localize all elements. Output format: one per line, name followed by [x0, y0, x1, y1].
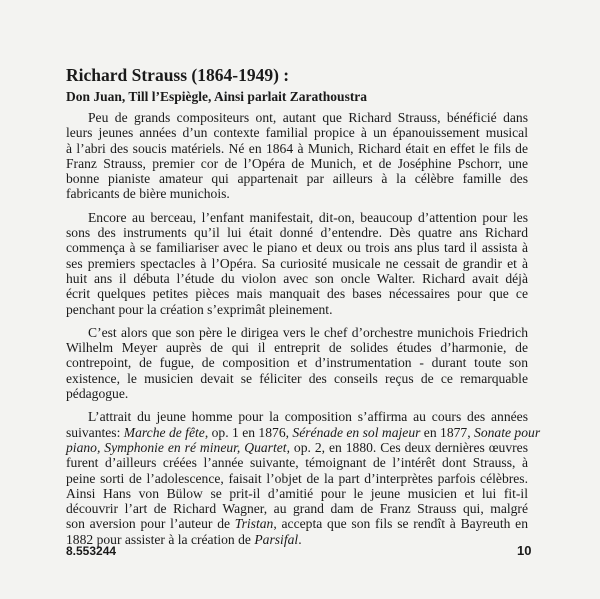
italic-title: piano, Symphonie en ré mineur, Quartet [66, 439, 287, 455]
italic-title: Tristan [234, 516, 274, 532]
text-line [66, 240, 528, 255]
text-line [66, 156, 528, 171]
italic-title: Sérénade en sol majeur [292, 424, 421, 440]
text-line [66, 424, 541, 440]
text-line [66, 532, 528, 547]
text-line [66, 386, 528, 401]
text-line [66, 141, 528, 156]
text-line [66, 516, 528, 531]
paragraph [66, 110, 528, 202]
text-run: huit ans il débuta l’étude du violon avec son oncle Walter. Richard avait déjà [66, 270, 528, 286]
text-run: peine sorti de l’adolescence, faisait l’objet de la part d’interprètes parfois célèbres. [66, 470, 528, 486]
text-line [66, 110, 528, 125]
text-run: , accepta que son fils se rendît à Bayreuth en [273, 516, 528, 532]
text-run: en 1877, [420, 424, 475, 440]
text-run: découvrir l’art de Richard Wagner, au grand dam de Franz Strauss qui, malgré [66, 501, 528, 517]
body-text [66, 110, 541, 547]
text-line [66, 409, 528, 424]
text-run: à l’abri des soucis matériels. Né en 1864 à Munich, Richard était en effet le fils de [66, 140, 528, 156]
text-line [66, 256, 528, 271]
paragraph [66, 409, 541, 547]
text-run: , op. 2, en 1880. Ces deux dernières œuvres [286, 439, 528, 455]
text-line [66, 271, 528, 286]
italic-title: Sonate pour [474, 424, 541, 440]
text-line [66, 371, 528, 386]
text-run: sons des instruments qu’il lui était donné d’entendre. Dès quatre ans Richard [66, 225, 528, 241]
text-run: bonne pianiste amateur qui appartenait par ailleurs à la célèbre famille des [66, 171, 528, 187]
paragraph [66, 210, 528, 317]
text-line [66, 486, 528, 501]
text-run: . [298, 531, 302, 547]
text-run: Encore au berceau, l’enfant manifestait, dit-on, beaucoup d’attention pour les [88, 209, 528, 225]
text-run: contrepoint, de fugue, de composition et d’instrumentation - durant toute son [66, 355, 528, 371]
text-line [66, 125, 528, 140]
text-line [66, 210, 528, 225]
text-run: pédagogue. [66, 386, 129, 402]
text-line [66, 340, 528, 355]
text-run: 1882 pour assister à la création de [66, 531, 255, 547]
text-run: ses premiers spectacles à l’Opéra. Sa curiosité musicale ne cessait de grandir et à [66, 255, 528, 271]
italic-title: Parsifal [254, 531, 299, 547]
text-line [66, 186, 528, 201]
text-line [66, 455, 528, 470]
text-run: L’attrait du jeune homme pour la composition s’affirma au cours des années [88, 409, 528, 425]
text-run: suivantes: [66, 424, 124, 440]
text-line [66, 171, 528, 186]
text-run: C’est alors que son père le dirigea vers le chef d’orchestre munichois Friedrich [88, 324, 528, 340]
text-line [66, 325, 528, 340]
text-run: son aversion pour l’auteur de [66, 516, 235, 532]
text-line [66, 225, 528, 240]
catalog-number: 8.553244 [66, 544, 117, 558]
text-run: Wilhelm Meyer auprès de qui il entreprit de solides études d’harmonie, de [66, 340, 528, 356]
text-run: fabricants de bière munichois. [66, 186, 230, 202]
text-line [66, 440, 528, 455]
page-title: Richard Strauss (1864-1949) : [66, 65, 290, 85]
paragraph [66, 325, 528, 401]
text-run: Franz Strauss, premier cor de l’Opéra de Munich, et de Joséphine Pschorr, une [66, 155, 528, 171]
page-number: 10 [517, 543, 532, 558]
text-run: écrit quelques petites pièces mais manquait des bases nécessaires pour que ce [66, 286, 528, 302]
text-line [66, 501, 528, 516]
text-run: commença à se familiariser avec le piano et deux ou trois ans plus tard il assista à [66, 240, 528, 256]
italic-title: Marche de fête [123, 424, 205, 440]
text-run: existence, le musicien devait se féliciter des conseils reçus de ce remarquable [66, 370, 528, 386]
text-run: Ainsi Hans von Bülow se prit-il d’amitié pour le jeune musicien et lui fit-il [66, 485, 528, 501]
text-run: , op. 1 en 1876, [204, 424, 293, 440]
text-run: furent d’ailleurs créées l’année suivante, témoignant de l’intérêt dont Strauss, à [66, 455, 528, 471]
text-line [66, 355, 528, 370]
text-run: Peu de grands compositeurs ont, autant que Richard Strauss, bénéficié dans [88, 110, 528, 125]
text-run: penchant pour la création s’exprimât pleinement. [66, 301, 333, 317]
text-line [66, 286, 528, 301]
text-line [66, 471, 528, 486]
document-page [66, 64, 541, 555]
text-line [66, 302, 528, 317]
page-subtitle: Don Juan, Till l’Espiègle, Ainsi parlait Zarathoustra [66, 89, 368, 104]
text-run: leurs jeunes années d’un contexte familial propice à un épanouissement musical [66, 125, 528, 141]
